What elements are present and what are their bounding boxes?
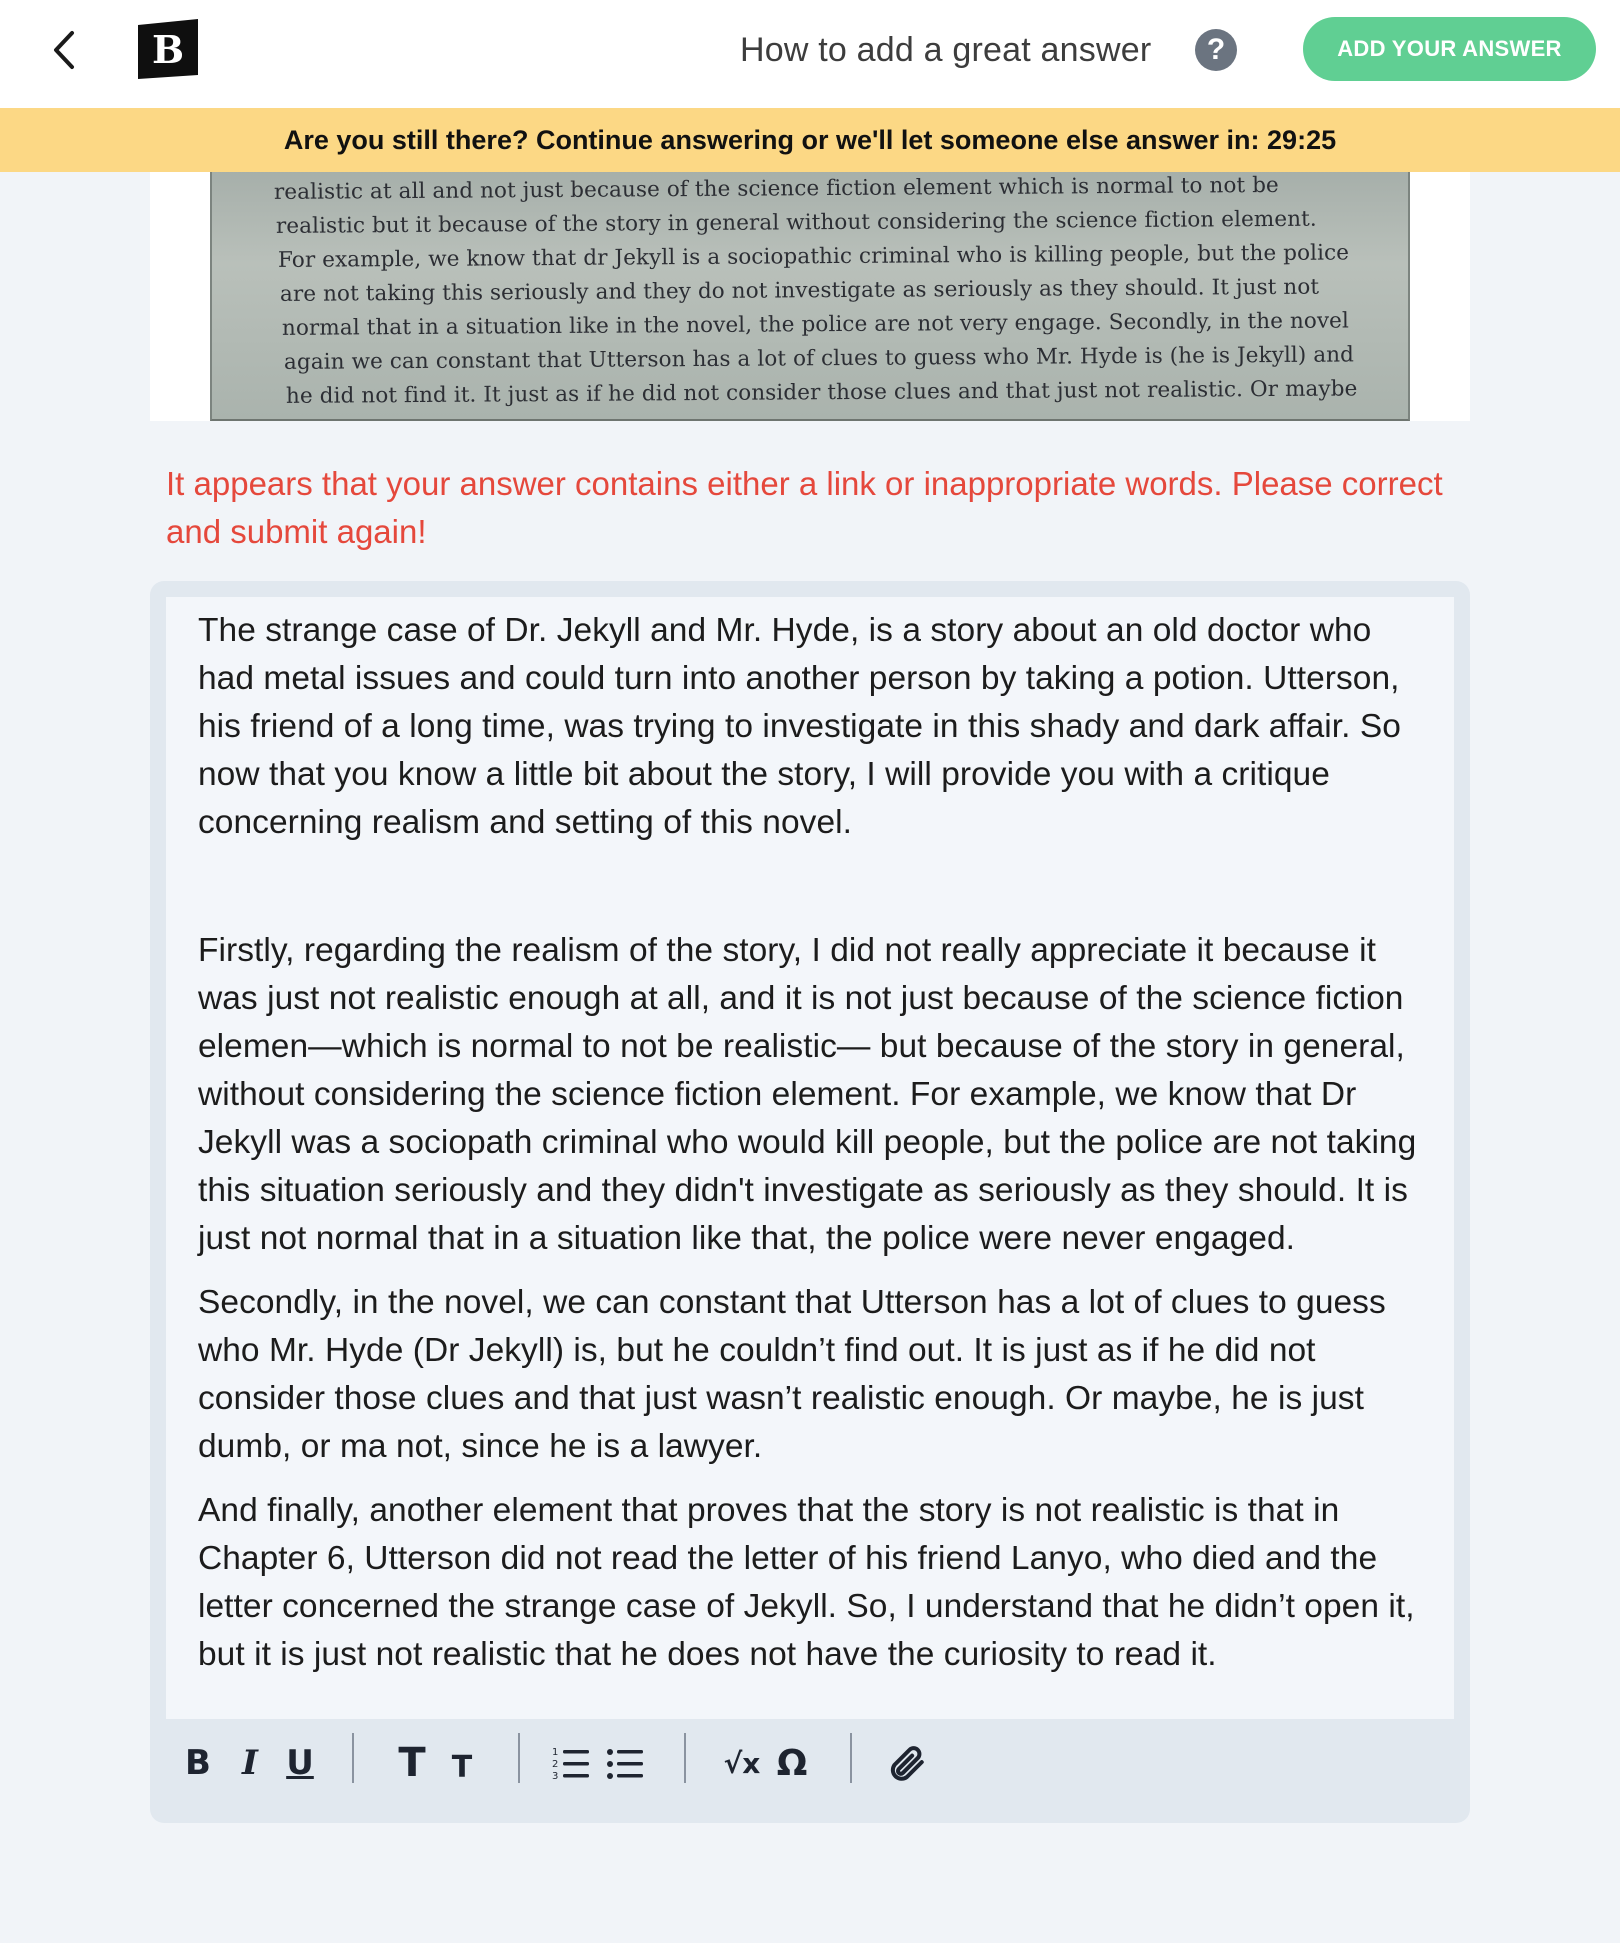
- answer-paragraph: And finally, another element that proves that the story is not realistic is that in Chapter 6, Utterson did not read the letter of his friend Lanyo, who died and the letter concerned the strange case of Jekyll. So, I understand that he didn’t open it, but it is just not realistic that he does not have the curiosity to read it.: [198, 1492, 1415, 1673]
- scan-line: realistic but it because of the story in general without considering the science fiction element.: [275, 206, 1317, 239]
- answer-paragraph: Firstly, regarding the realism of the story, I did not really appreciate it because it was just not realistic enough at all, and it is not just because of the science fiction elemen—which is normal to not be realistic— but because of the story in general, without considering the science fiction element. For example, we know that Dr Jekyll was a sociopath criminal who would kill people, but the police are not taking this situation seriously and they didn't investigate as seriously as they should. It is just not normal that in a situation like that, the police were never engaged.: [198, 932, 1417, 1257]
- answer-paragraph: Secondly, in the novel, we can constant that Utterson has a lot of clues to guess who Mr. Hyde (Dr Jekyll) is, but he couldn’t find out. It is just as if he did not consider those clues and that just wasn’t realistic enough. Or maybe, he is just dumb, or ma not, since he is a lawyer.: [198, 1284, 1386, 1465]
- svg-text:2: 2: [552, 1759, 559, 1770]
- help-title-link[interactable]: How to add a great answer: [740, 31, 1152, 69]
- scan-line: For example, we know that dr Jekyll is a sociopathic criminal who is killing people, but the police: [277, 240, 1350, 273]
- underline-icon[interactable]: U: [286, 1743, 314, 1783]
- scan-line: he did not find it. It just as if he did not consider those clues and that just not realistic. Or maybe: [285, 376, 1358, 409]
- inactivity-banner: Are you still there? Continue answering or we'll let someone else answer in: 29:25: [0, 108, 1620, 172]
- answer-paragraph: The strange case of Dr. Jekyll and Mr. Hyde, is a story about an old doctor who had metal issues and could turn into another person by taking a potion. Utterson, his friend of a long time, was trying to investigate in this shady and dark affair. So now that you know a little bit about the story, I will provide you with a critique concerning realism and setting of this novel.: [198, 612, 1401, 841]
- toolbar-divider: [684, 1733, 686, 1783]
- answer-text-area[interactable]: [166, 597, 1454, 1719]
- omega-symbol-icon[interactable]: Ω: [776, 1742, 808, 1784]
- scan-line: normal that in a situation like in the novel, the police are not very engage. Secondly, in the novel: [281, 308, 1350, 341]
- chevron-left-icon[interactable]: [40, 22, 88, 78]
- svg-text:1: 1: [552, 1747, 559, 1758]
- toolbar-divider: [518, 1733, 520, 1783]
- attachment-icon[interactable]: [884, 1741, 928, 1785]
- ordered-list-icon[interactable]: [550, 1741, 594, 1785]
- equation-icon[interactable]: √x: [723, 1746, 761, 1780]
- scan-line: realistic at all and not just because of the science fiction element which is normal to not be: [273, 172, 1279, 205]
- toolbar-divider: [850, 1733, 852, 1783]
- answer-editor: [150, 581, 1470, 1823]
- top-header: [0, 0, 1620, 108]
- scan-line: are not taking this seriously and they do not investigate as seriously as they should. It just not: [279, 274, 1320, 307]
- bold-icon[interactable]: B: [185, 1743, 211, 1783]
- italic-icon[interactable]: I: [242, 1743, 258, 1783]
- question-attachment: [150, 160, 1470, 421]
- svg-text:B: B: [151, 27, 185, 72]
- scanned-text-image[interactable]: [210, 160, 1410, 421]
- formatting-toolbar: [166, 1719, 1454, 1807]
- scan-line: again we can constant that Utterson has a lot of clues to guess who Mr. Hyde is (he is Jekyll) and: [283, 342, 1355, 375]
- question-mark-icon[interactable]: ?: [1195, 29, 1237, 71]
- validation-error-message: It appears that your answer contains either a link or inappropriate words. Please correct and submit again!: [166, 465, 1443, 550]
- add-your-answer-button[interactable]: ADD YOUR ANSWER: [1303, 17, 1596, 81]
- unordered-list-icon[interactable]: [604, 1741, 648, 1785]
- brainly-logo[interactable]: [136, 17, 200, 81]
- toolbar-divider: [352, 1733, 354, 1783]
- text-size-small-icon[interactable]: T: [451, 1749, 473, 1785]
- svg-text:3: 3: [552, 1771, 559, 1781]
- text-size-large-icon[interactable]: T: [398, 1740, 426, 1786]
